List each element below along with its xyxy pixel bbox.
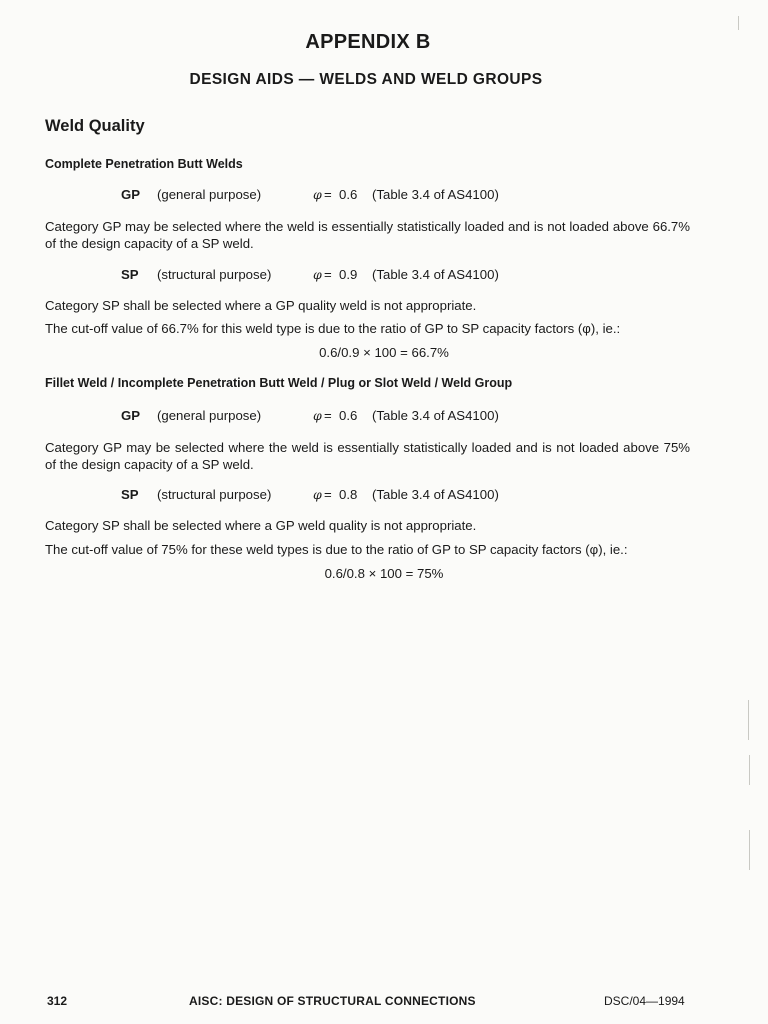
scan-artifact xyxy=(738,16,739,30)
category-purpose: (general purpose) xyxy=(157,408,262,423)
scan-artifact xyxy=(749,830,750,870)
category-code: SP xyxy=(121,487,139,502)
footer-doc-code: DSC/04—1994 xyxy=(604,994,685,1008)
category-purpose: (structural purpose) xyxy=(157,487,272,502)
capacity-factor: 0.8 xyxy=(339,487,358,502)
equals-sign: = xyxy=(324,267,332,282)
phi-symbol: φ xyxy=(313,267,322,282)
equals-sign: = xyxy=(324,408,332,423)
butt-sp-paragraph: Category SP shall be selected where a GP quality weld is not appropriate. xyxy=(45,298,477,313)
fillet-cutoff-formula: 0.6/0.8 × 100 = 75% xyxy=(324,566,444,581)
scan-artifact xyxy=(748,700,749,740)
capacity-factor: 0.9 xyxy=(339,267,358,282)
equals-sign: = xyxy=(324,487,332,502)
appendix-title: APPENDIX B xyxy=(305,31,431,53)
phi-symbol: φ xyxy=(313,487,322,502)
phi-symbol: φ xyxy=(313,187,322,202)
footer-book-title: AISC: DESIGN OF STRUCTURAL CONNECTIONS xyxy=(189,994,476,1008)
butt-welds-heading: Complete Penetration Butt Welds xyxy=(45,157,243,171)
phi-symbol: φ xyxy=(313,408,322,423)
category-code: GP xyxy=(121,187,141,202)
butt-cutoff-formula: 0.6/0.9 × 100 = 66.7% xyxy=(319,345,449,360)
footer-page-number: 312 xyxy=(47,994,68,1008)
category-code: GP xyxy=(121,408,141,423)
butt-cutoff-paragraph: The cut-off value of 66.7% for this weld type is due to the ratio of GP to SP capacity factors (φ), ie.: xyxy=(45,321,621,336)
appendix-subtitle: DESIGN AIDS — WELDS AND WELD GROUPS xyxy=(189,71,543,88)
fillet-gp-paragraph: Category GP may be selected where the weld is essentially statistically loaded and is not loaded above 75% of the design capacity of a SP weld. xyxy=(45,440,690,472)
category-purpose: (structural purpose) xyxy=(157,267,272,282)
scan-artifact xyxy=(749,755,750,785)
category-code: SP xyxy=(121,267,139,282)
butt-gp-paragraph: Category GP may be selected where the weld is essentially statistically loaded and is not loaded above 66.7% of the design capacity of a SP weld. xyxy=(45,219,690,251)
table-reference: (Table 3.4 of AS4100) xyxy=(372,187,499,202)
fillet-cutoff-paragraph: The cut-off value of 75% for these weld types is due to the ratio of GP to SP capacity factors (φ), ie.: xyxy=(45,542,628,557)
category-purpose: (general purpose) xyxy=(157,187,262,202)
table-reference: (Table 3.4 of AS4100) xyxy=(372,487,499,502)
table-reference: (Table 3.4 of AS4100) xyxy=(372,408,499,423)
capacity-factor: 0.6 xyxy=(339,187,358,202)
fillet-welds-heading: Fillet Weld / Incomplete Penetration Butt Weld / Plug or Slot Weld / Weld Group xyxy=(45,376,513,390)
table-reference: (Table 3.4 of AS4100) xyxy=(372,267,499,282)
fillet-sp-paragraph: Category SP shall be selected where a GP weld quality is not appropriate. xyxy=(45,518,477,533)
section-heading: Weld Quality xyxy=(45,117,145,135)
capacity-factor: 0.6 xyxy=(339,408,358,423)
equals-sign: = xyxy=(324,187,332,202)
